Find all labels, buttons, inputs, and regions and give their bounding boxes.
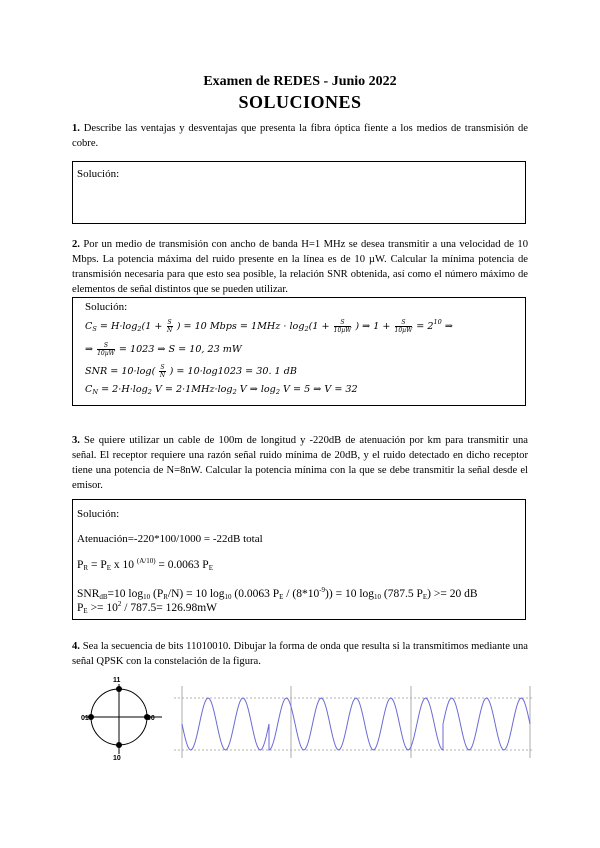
equation-snr: SNR = 10·log( $\frac{S}{N}$ ) = 10·log1023 = 30. 1 dB [85,364,297,379]
question-2 [72,237,528,297]
question-4 [72,639,528,669]
constellation-label-10: 10 [113,755,121,762]
question-3-text: Se quiere utilizar un cable de 100m de longitud y -220dB de atenuación por km para transmitir una señal. El receptor requiere una razón señal ruido mínima de 20dB, y el ruido detectado en dicho receptor tiene una potencia de N=8nW. Calcular la potencia mínima con la que se debe transmitir la señal desde el emisor. [72,435,528,491]
question-2-text: Por un medio de transmisión con ancho de banda H=1 MHz se desea transmitir a una velocidad de 10 Mbps. La potencia máxima del ruido presente en la línea es de 10 µW. Calcular la mínima potencia de transmisión necesaria para que esto sea posible, la relación SNR obtenida, así como el número máximo de elementos de señal distintos que se pueden utilizar. [72,239,528,295]
equation-nyquist: $C_N = 2\cdot H\cdot\log_2$ $V = 2\cdot 1MHz\cdot\log_2$ V ⇒ $\log_2 V = 5$ ⇒ V = 32 [85,384,358,396]
solutions-title: SOLUCIONES [238,92,362,112]
qpsk-constellation [72,672,168,772]
solution-box-3 [72,499,526,620]
question-4-number: 4. [72,641,80,652]
question-2-number: 2. [72,239,80,250]
waveform-signal [182,698,530,750]
constellation-point-01 [88,714,94,720]
equation-capacity: $C_S = H\cdot\log_2(1$ + $\frac{S}{N}$ ) = 10 Mbps = $1MHz \cdot \log_2(1$ + $\frac{S}{\text{10µW}}$ ) ⇒ 1 + $\frac{S}{\text{10µW}}$ = $2^{10}$ ⇒ [85,318,453,334]
snr-line: SNRdB=10 log10 (PR/N) = 10 log10 (0.0063 PE / $(8*10^{-9})) = 10$ log10 (787.5 PE) >= 20 dB [77,586,478,601]
solution-box-2 [72,297,526,406]
question-1-text: Describe las ventajas y desventajas que presenta la fibra óptica fiente a los medios de transmisión de cobre. [72,123,528,149]
attenuation-line: Atenuación=-220*100/1000 = -22dB total [77,533,263,545]
qpsk-waveform [174,684,534,760]
emitter-power-line: PE >= $10^2 / 787.5= 126.98mW$ [77,600,218,615]
question-3-number: 3. [72,435,80,446]
question-1 [72,121,528,151]
question-4-text: Sea la secuencia de bits 11010010. Dibujar la forma de onda que resulta si la transmitimos mediante una señal QPSK con la constelación de la figura. [72,641,528,667]
constellation-point-10 [116,742,122,748]
solution-2-label: Solución: [85,301,128,313]
solution-1-label: Solución: [77,168,120,180]
solution-3-label: Solución: [77,508,120,520]
solution-box-1 [72,161,526,224]
question-3 [72,433,528,493]
question-1-number: 1. [72,123,80,134]
exam-title: Examen de REDES - Junio 2022 [203,74,397,89]
received-power-line: PR = PE x 10 $^{(A/10)}$ = 0.0063 PE [77,557,213,572]
constellation-point-11 [116,686,122,692]
equation-signal-power: ⇒ $\frac{S}{\text{10µW}}$ = 1023 ⇒ S = 10, 23 mW [85,342,242,357]
constellation-label-00: 00 [147,715,155,722]
constellation-label-01: 01 [81,715,89,722]
constellation-label-11: 11 [113,677,121,684]
